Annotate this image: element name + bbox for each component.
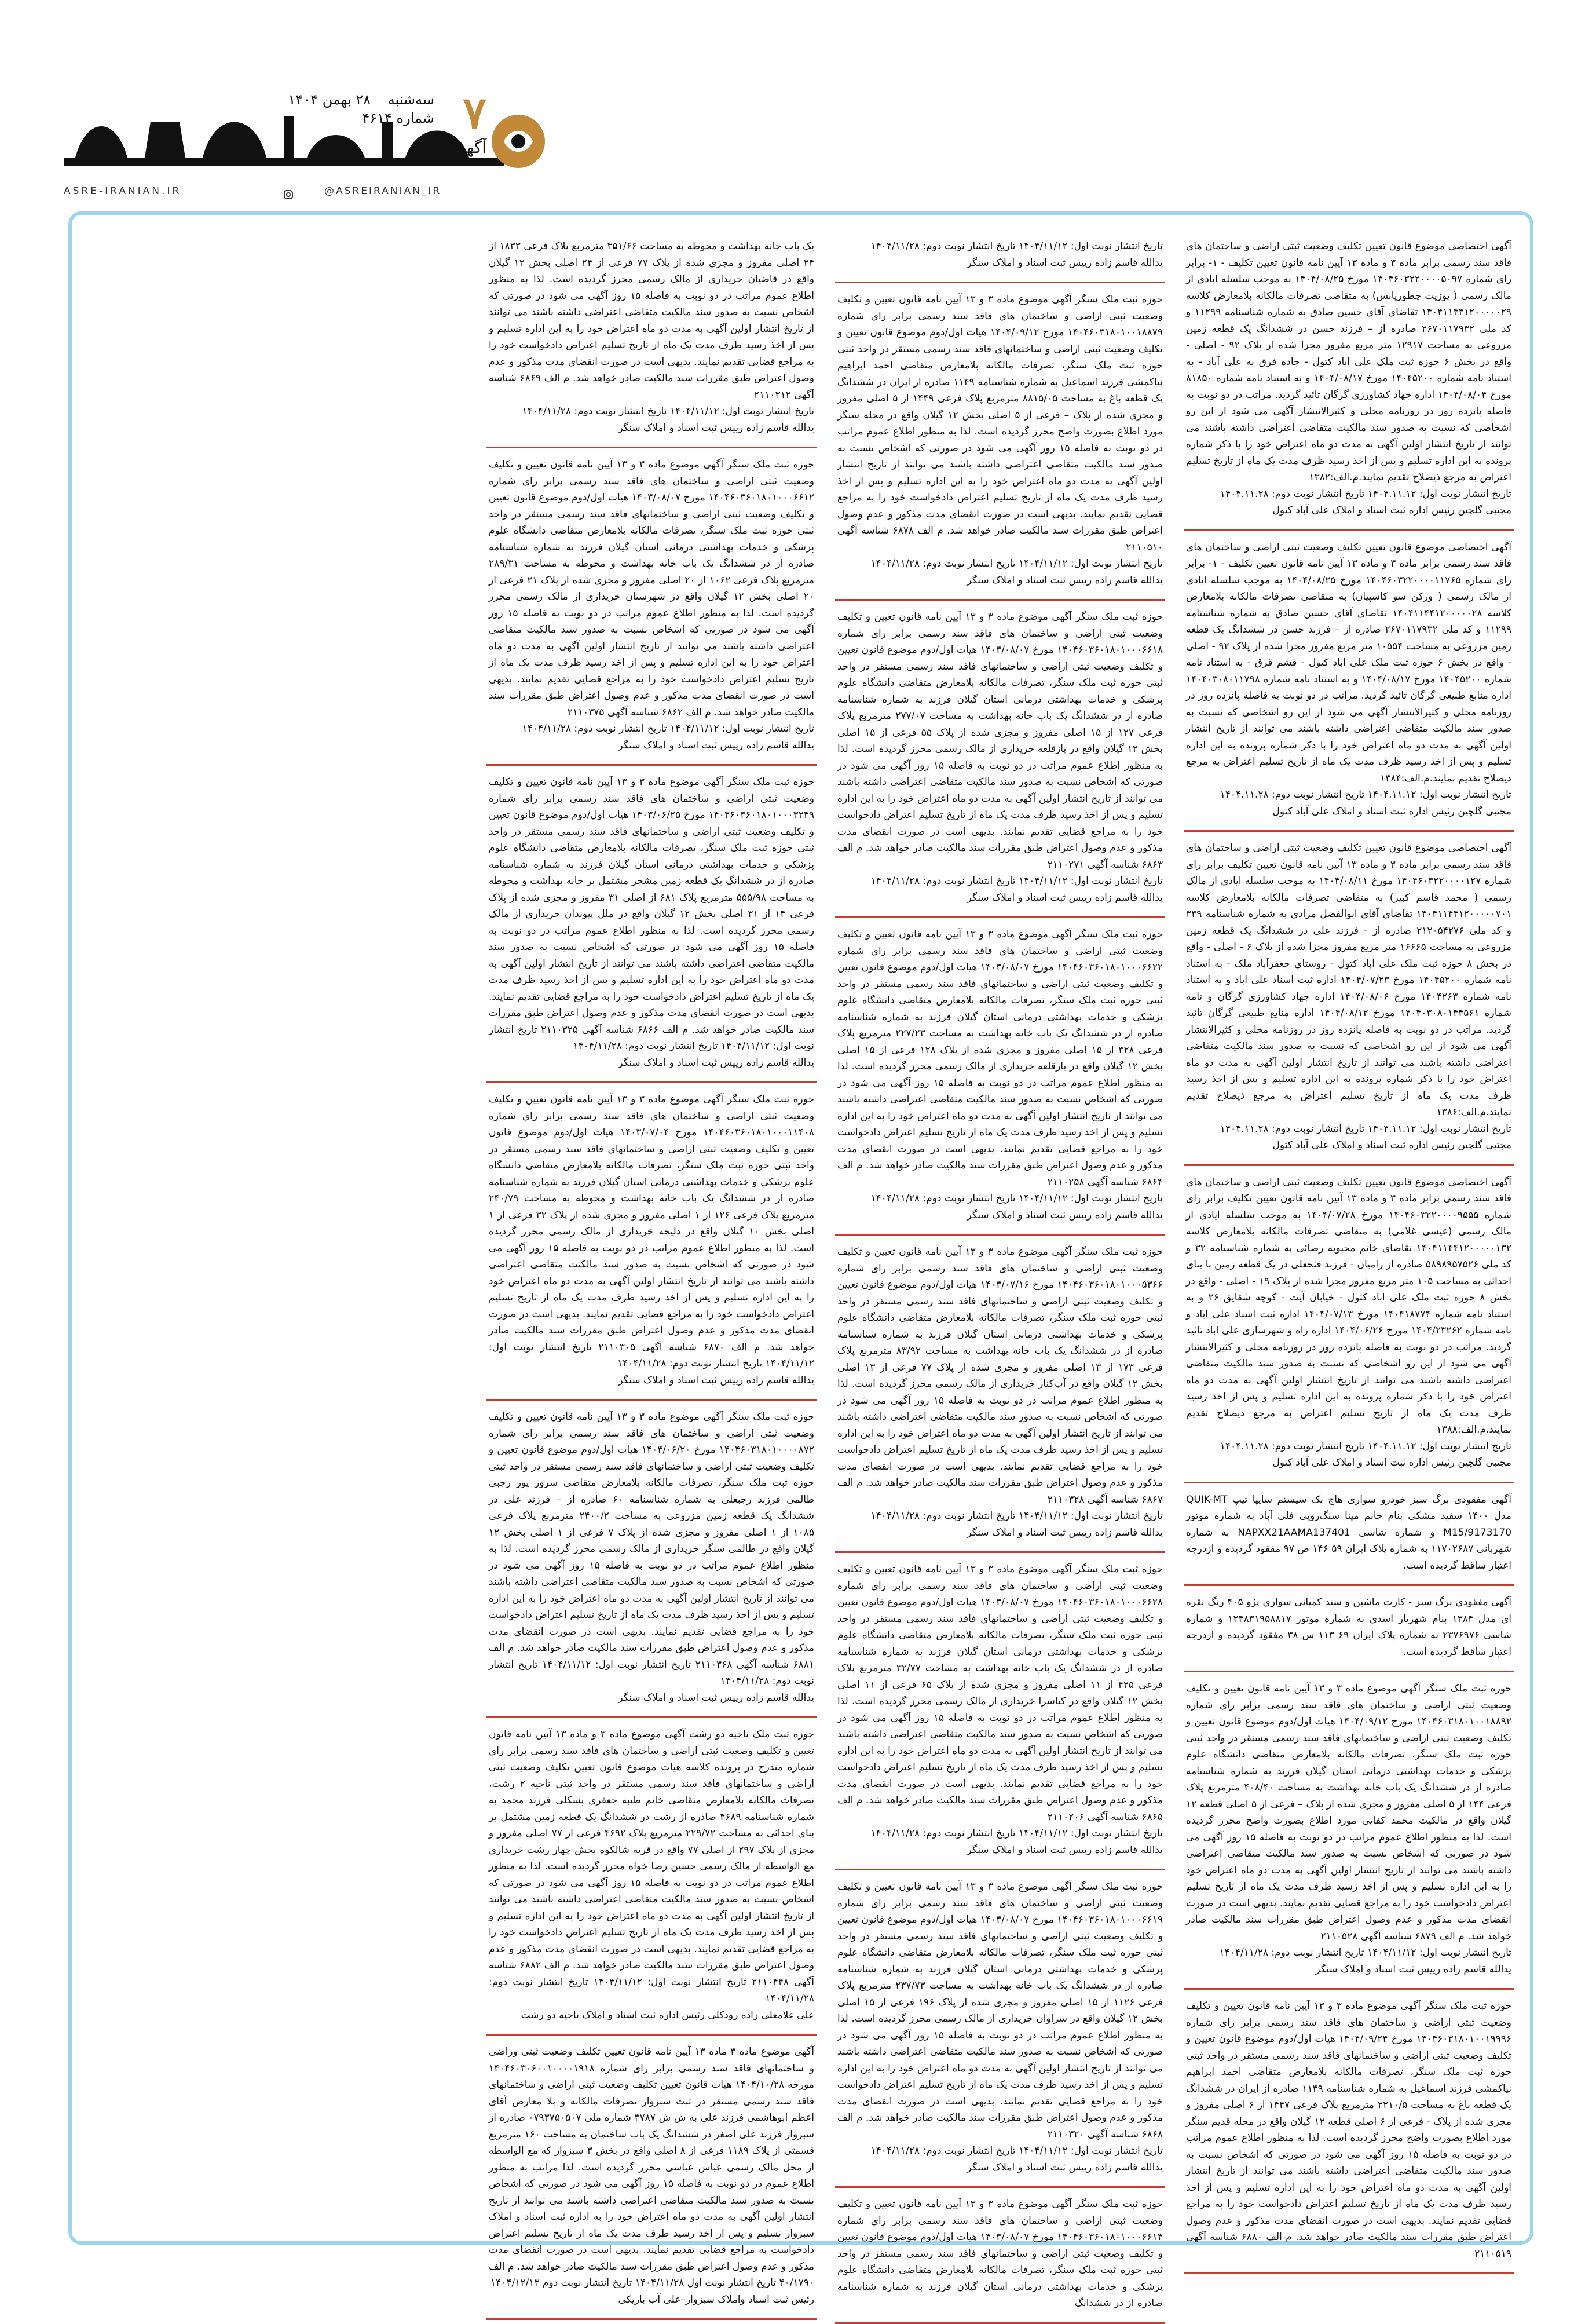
ad-column-1 xyxy=(1184,232,1514,2260)
notice-signature: یدالله قاسم زاده رییس ثبت اسناد و املاک سنگر xyxy=(618,739,814,751)
notice-body: آگهی اختصاصی موضوع قانون تعیین تکلیف وضعیت ثبتی اراضی و ساختمان های فاقد سند رسمی برابر ماده ۳ و ماده ۱۳ آیین نامه قانون تعیین تکلیف - ۱- برابر رای شماره ۱۴۰۴۶۰۳۲۲۰۰۰۰۵۰۹۷ مورخ ۱۴۰۴/۰۸/۲۵ به موجب سلسله ایادی از مالک رسمی ( پوزیت چطوریانس) به متقاضی تصرفات مالکانه بلامعارض کلاسه ۱۴۰۴۱۱۴۴۱۲۰۰۰۰۰۲۹ تقاضای آقای حسین صادق به شماره شناسنامه ۱۱۲۹۹ و کد ملی ۲۶۷۰۱۱۷۹۳۲ صادره از – فرزند حسن در ششدانگ یک قطعه زمین مزروعی به مساحت ۱۲۹۱۷ متر مربع مفروز مجزا شده از پلاک ۹۲ - اصلی - واقع در بخش ۶ حوزه ثبت ملک علی اباد کتول - جاده فرق به علی آباد - به استناد نامه شماره ۱۴۰۴۵۲۰۰ مورخ ۱۴۰۴/۰۸/۱۷ و به استناد نامه شماره ۸۱۸۵۰ مورخ ۱۴۰۴/۰۸/۰۴ اداره جهاد کشاورزی گرگان تائید گردید. مراتب در دو نوبت به فاصله پانزده روز در روزنامه محلی و کثیرالانتشار آگهی می شود از این رو اشخاصی که نسبت به صدور سند مالکیت متقاضی اعتراضی داشته باشند می توانند از تاریخ انتشار اولین آگهی به مدت دو ماه اعتراض خود را با ذکر شماره پرونده به این اداره تسلیم و پس از اخذ رسید ظرف مدت یک ماه از تاریخ تسلیم اعتراض به مرجع ذیصلاح تقدیم نمایند.م.الف:۱۳۸۲ xyxy=(1186,240,1512,483)
notice-signature: یدالله قاسم زاده رییس ثبت اسناد و املاک سنگر xyxy=(967,574,1163,586)
notice-signature: یدالله قاسم زاده رییس ثبت اسناد و املاک سنگر xyxy=(967,1209,1163,1221)
notice-divider xyxy=(835,599,1165,601)
ad-column-4 xyxy=(138,232,468,2225)
notice-divider xyxy=(486,2034,817,2036)
notice-body: حوزه ثبت ملک سنگر آگهی موضوع ماده ۳ و ۱۳ آیین نامه قانون تعیین و تکلیف وضعیت ثبتی اراضی و ساختمان های فاقد سند رسمی برابر رای شماره ۱۴۰۴۶۰۳۶۰۱۸۰۱۰۰۰۶۶۱۸ مورخ ۱۴۰۳/۰۸/۰۷ هیات اول/دوم موضوع قانون تعیین و تکلیف وضعیت ثبتی اراضی و ساختمانهای فاقد سند رسمی مستقر در واحد ثبتی حوزه ثبت ملک سنگر، تصرفات مالکانه بلامعارض متقاضی دانشگاه علوم پزشکی و خدمات بهداشتی درمانی استان گیلان فرزند به شماره شناسنامه صادره از در ششدانگ یک باب خانه بهداشت به مساحت ۲۷۷/۰۷ مترمربع پلاک فرعی ۱۲۷ از ۱۵ اصلی مفروز و مجزی شده از پلاک ۵۵ فرعی از ۱۵ اصلی بخش ۱۲ گیلان واقع در بازقلعه خریداری از مالک رسمی محرز گردیده است. لذا به منظور اطلاع عموم مراتب در دو نوبت به فاصله ۱۵ روز آگهی می شود در صورتی که اشخاص نسبت به صدور سند مالکیت متقاضی اعتراضی داشته باشند می توانند از تاریخ انتشار اولین آگهی به مدت دو ماه اعتراض خود را به این اداره تسلیم و پس از اخذ رسید ظرف مدت یک ماه از تاریخ تسلیم اعتراض دادخواست خود را به مراجع قضایی تقدیم نمایند. بدیهی است در صورت انقضای مدت مذکور و عدم وصول اعتراض طبق مقررات سند مالکیت صادر خواهد شد. م الف ۶۸۶۳ شناسه آگهی ۲۱۱۰۲۷۱ xyxy=(837,611,1163,871)
notice-body: حوزه ثبت ملک سنگر آگهی موضوع ماده ۳ و ۱۳ آیین نامه قانون تعیین و تکلیف وضعیت ثبتی اراضی و ساختمان های فاقد سند رسمی برابر رای شماره ۱۴۰۴۶۰۳۶۰۱۸۰۱۰۰۰۳۲۴۹ مورخ ۱۴۰۳/۰۶/۲۵ هیات اول/دوم موضوع قانون تعیین و تکلیف وضعیت ثبتی اراضی و ساختمانهای فاقد سند رسمی مستقر در واحد ثبتی حوزه ثبت ملک سنگر، تصرفات مالکانه بلامعارض متقاضی دانشگاه علوم پزشکی و خدمات بهداشتی درمانی استان گیلان فرزند به شماره شناسنامه صادره از در ششدانگ یک قطعه زمین مشجر مشتمل بر خانه بهداشت و محوطه به مساحت ۵۵۵/۹۸ مترمربع پلاک ۶۸۱ از اصلی ۳۱ مفروز و مجزی شده از پلاک فرعی ۱۴ از ۳۱ اصلی بخش ۱۲ گیلان واقع در ملل پیوندان خریداری از مالک رسمی محرز گردیده است. لذا به منظور اطلاع عموم مراتب در دو نوبت به فاصله ۱۵ روز آگهی می شود در صورتی که اشخاص نسبت به صدور سند مالکیت متقاضی اعتراضی داشته باشند می توانند از تاریخ انتشار اولین آگهی به مدت دو ماه اعتراض خود را به این اداره تسلیم و پس از اخذ رسید ظرف مدت یک ماه از تاریخ تسلیم اعتراض دادخواست خود را به مراجع قضایی تقدیم نمایند. بدیهی است در صورت انقضای مدت مذکور و عدم وصول اعتراض طبق مقررات سند مالکیت صادر خواهد شد. م الف ۶۸۶۶ شناسه آگهی ۲۱۱۰۳۲۵ تاریخ انتشار نوبت اول: ۱۴۰۴/۱۱/۱۲ تاریخ انتشار نوبت دوم: ۱۴۰۴/۱۱/۲۸ xyxy=(489,776,815,1052)
issue-date: ۲۸ بهمن ۱۴۰۴ xyxy=(288,92,371,108)
legal-notice xyxy=(835,920,1165,1230)
notice-signature: یدالله قاسم زاده رییس ثبت اسناد و املاک سنگر xyxy=(967,1526,1163,1539)
notice-signature: مجتبی گلچین رئیس اداره ثبت اسناد و املاک علی آباد کتول xyxy=(1272,1139,1511,1151)
legal-notice xyxy=(835,1555,1165,1865)
legal-notice xyxy=(486,768,817,1078)
notice-signature: یدالله قاسم زاده رییس ثبت اسناد و املاک سنگر xyxy=(967,257,1163,269)
legal-notice xyxy=(835,286,1165,595)
notice-dates: تاریخ انتشار نوبت اول: ۱۴۰۴.۱۱.۱۲ تاریخ انتشار نوبت دوم: ۱۴۰۴.۱۱.۲۸ xyxy=(1220,1440,1511,1452)
notice-dates: تاریخ انتشار نوبت اول: ۱۴۰۴.۱۱.۱۲ تاریخ انتشار نوبت دوم: ۱۴۰۴.۱۱.۲۸ xyxy=(1220,488,1511,500)
notice-body: حوزه ثبت ملک سنگر آگهی موضوع ماده ۳ و ۱۳ آیین نامه قانون تعیین و تکلیف وضعیت ثبتی اراضی و ساختمان های فاقد سند رسمی برابر رای شماره ۱۴۰۴۶۰۳۱۸۰۱۰۰۱۸۸۹۲ مورخ ۱۴۰۴/۰۹/۱۲ هیات اول/دوم موضوع قانون تعیین و تکلیف وضعیت ثبتی اراضی و ساختمانهای فاقد سند رسمی مستقر در واحد ثبتی حوزه ثبت ملک سنگر، تصرفات مالکانه بلامعارض متقاضی دانشگاه علوم پزشکی و خدمات بهداشتی درمانی استان گیلان فرزند به شماره شناسنامه صادره از در ششدانگ یک باب خانه بهداشت به مساحت ۴۰۸/۴۰ مترمربع پلاک فرعی ۱۴۴ از ۵ اصلی مفروز و مجزی شده از پلاک – فرعی از ۵ اصلی قطعه ۱۲ گیلان واقع در مالکیت محمد کفایی مورد اطلاع بصورت واضح محرز گردیده است. لذا به منظور اطلاع عموم مراتب در دو نوبت به فاصله ۱۵ روز آگهی می شود در صورتی که اشخاص نسبت به صدور سند مالکیت متقاضی اعتراضی داشته باشند می توانند از تاریخ انتشار اولین آگهی به مدت دو ماه اعتراض خود را به این اداره تسلیم و پس از اخذ رسید ظرف مدت یک ماه از تاریخ تسلیم اعتراض دادخواست خود را به مراجع قضایی تقدیم نمایند. بدیهی است در صورت انقضای مدت مذکور و عدم وصول اعتراض طبق مقررات سند مالکیت صادر خواهد شد. م الف ۶۸۷۹ شناسه آگهی ۲۱۱۰۵۲۸ xyxy=(1186,1683,1511,1942)
legal-notice xyxy=(1184,1588,1514,1667)
notice-divider xyxy=(486,447,817,448)
notice-body: آگهی موضوع ماده ۳ ماده ۱۳ آیین نامه قانون تعیین تکلیف وضعیت ثبتی وراضی و ساختمانهای فاقد سند رسمی برابر رای شماره ۱۴۰۴۶۰۳۰۶۰۰۱۰۰۰۰۱۹۱۸ مورخه ۱۴۰۴/۱۰/۲۸ هیات قانون تعیین تکلیف وضعیت ثبتی اراضی و ساختمانهای فاقد سند رسمی مستقر در ثبت سبزوار تصرفات مالکانه و بلا معارض آقای اعظم ابوهاشمی فرزند علی به ش ش ۳۷۸۷ شماره ملی ۰۷۹۳۷۵۰۵۰۷ صادره از سبزوار فرزند علی اصغر در ششدانگ یک باب ساختمان به مساحت ۱۶۰ مترمربع قسمتی از پلاک ۱۱۸۹ فرعی از ۸ اصلی واقع در بخش ۳ سبزوار که مع الواسطه از محل مالک رسمی عباس عباسی محرز گردیده است. لذا مراتب به منظور اطلاع عموم در دو نوبت به فاصله ۱۵ روز آگهی می شود در صورتی که اشخاص نسبت به صدور سند مالکیت متقاضی اعتراضی داشته باشند می توانند از تاریخ انتشار اولین آگهی به مدت دو ماه اعتراض خود را به اداره ثبت اسناد و املاک سبزوار تسلیم و پس از اخذ رسید ظرف مدت یک ماه از تاریخ تسلیم اعتراض دادخواست به مراجع قضایی تقدیم نمایند. بدیهی است در صورت انقضای مدت مذکور و عدم وصول اعتراض طبق مقررات سند مالکیت صادر خواهد شد. م الف ۴۰/۱۷۹۰ تاریخ انتشار نوبت اول ۱۴۰۴/۱۱/۲۸ تاریخ انتشار نوبت دوم ۱۴۰۴/۱۲/۱۳ xyxy=(489,2046,815,2289)
notice-dates: تاریخ انتشار نوبت اول: ۱۴۰۴.۱۱.۱۲ تاریخ انتشار نوبت دوم: ۱۴۰۴.۱۱.۲۸ xyxy=(1220,1123,1511,1135)
notice-body: آگهی مفقودی برگ سبز خودرو سواری هاچ بک سیستم سایپا تیپ QUIK-MT مدل ۱۴۰۰ سفید مشکی بنام خانم مینا سنگ‌رویی فلی آباد به شماره موتور M15/9173170 و شماره شاسی NAPXX21AAMA137401 به شماره شهربانی ۱۱۷۰۲۶۸۷ به شماره پلاک ایران ۵۹ ۱۴۶ ص ۹۷ مفقود گردیده و ازدرجه اعتبار ساقط گردیده است. xyxy=(1186,1493,1512,1572)
notice-body: یک باب خانه بهداشت و محوطه به مساحت ۳۵۱/۶۶ مترمربع پلاک فرعی ۱۸۳۳ از ۲۴ اصلی مفروز و مجزی شده از پلاک ۷۷ فرعی از ۲۴ اصلی بخش ۱۲ گیلان واقع در قاضیان خریداری از مالک رسمی محرز گردیده است. لذا به منظور اطلاع عموم مراتب در دو نوبت به فاصله ۱۵ روز آگهی می شود در صورتی که اشخاص نسبت به صدور سند مالکیت متقاضی اعتراضی داشته باشند می توانند از تاریخ انتشار اولین آگهی به مدت دو ماه اعتراض خود را به این اداره تسلیم و پس از اخذ رسید ظرف مدت یک ماه از تاریخ تسلیم اعتراض دادخواست خود را به مراجع قضایی تقدیم نمایند. بدیهی است در صورت انقضای مدت مذکور و عدم وصول اعتراض طبق مقررات سند مالکیت صادر خواهد شد. م الف ۶۸۶۹ شناسه آگهی ۲۱۱۰۳۱۲ xyxy=(489,240,815,401)
legal-notice xyxy=(486,2038,817,2315)
notice-signature: رئیس ثبت اسناد واملاک سبزوار–علی آب باریکی xyxy=(618,2293,814,2305)
notice-dates: تاریخ انتشار نوبت اول: ۱۴۰۴/۱۱/۱۲ تاریخ انتشار نوبت دوم: ۱۴۰۴/۱۱/۲۸ xyxy=(870,1193,1163,1204)
notice-signature: مجتبی گلچین رئیس اداره ثبت اسناد و املاک علی آباد کتول xyxy=(1272,1457,1511,1468)
instagram-icon xyxy=(284,190,293,199)
issue-day: سه‌شنبه xyxy=(387,92,434,108)
notice-signature: یدالله قاسم زاده رییس ثبت اسناد و املاک سنگر xyxy=(618,1057,814,1069)
legal-notice xyxy=(1184,1168,1514,1478)
notice-dates: تاریخ انتشار نوبت اول: ۱۴۰۴/۱۱/۱۲ تاریخ انتشار نوبت دوم: ۱۴۰۴/۱۱/۲۸ xyxy=(522,405,814,417)
notice-dates: تاریخ انتشار نوبت اول: ۱۴۰۴/۱۱/۱۲ تاریخ انتشار نوبت دوم: ۱۴۰۴/۱۱/۲۸ xyxy=(522,723,814,735)
legal-notice xyxy=(835,2190,1165,2319)
notice-divider xyxy=(835,1551,1165,1553)
legal-notice xyxy=(835,232,1165,278)
notice-dates: تاریخ انتشار نوبت اول: ۱۴۰۴/۱۱/۱۲ تاریخ انتشار نوبت دوم: ۱۴۰۴/۱۱/۲۸ xyxy=(1219,1947,1511,1958)
logo-site: ASRE-IRANIAN.IR xyxy=(64,185,182,197)
notice-divider xyxy=(1184,1164,1514,1166)
notice-divider xyxy=(1184,830,1514,832)
notice-divider xyxy=(1184,1584,1514,1586)
notice-divider xyxy=(835,1869,1165,1870)
notice-signature: یدالله قاسم زاده رییس ثبت اسناد و املاک سنگر xyxy=(967,1844,1163,1856)
notice-dates: تاریخ انتشار نوبت اول: ۱۴۰۴/۱۱/۱۲ تاریخ انتشار نوبت دوم: ۱۴۰۴/۱۱/۲۸ xyxy=(870,240,1163,252)
notice-body: حوزه ثبت ملک سنگر آگهی موضوع ماده ۳ و ۱۳ آیین نامه قانون تعیین و تکلیف وضعیت ثبتی اراضی و ساختمان های فاقد سند رسمی برابر رای شماره ۱۴۰۴۶۰۳۶۰۱۸۰۱۰۰۰۶۶۱۲ مورخ ۱۴۰۳/۰۸/۰۷ هیات اول/دوم موضوع قانون تعیین و تکلیف وضعیت ثبتی اراضی و ساختمانهای فاقد سند رسمی مستقر در واحد ثبتی حوزه ثبت ملک سنگر، تصرفات مالکانه بلامعارض متقاضی دانشگاه علوم پزشکی و خدمات بهداشتی درمانی استان گیلان فرزند به شماره شناسنامه صادره از در ششدانگ یک باب خانه بهداشت و محوطه به مساحت ۲۸۹/۳۱ مترمربع پلاک فرعی ۱۰۶۲ از ۲۰ اصلی مفروز و مجزی شده از پلاک ۲۱ فرعی از ۲۰ اصلی بخش ۱۲ گیلان واقع در شهرستان خریداری از مالک رسمی محرز گردیده است. لذا به منظور اطلاع عموم مراتب در دو نوبت به فاصله ۱۵ روز آگهی می شود در صورتی که اشخاص نسبت به صدور سند مالکیت متقاضی اعتراضی داشته باشند می توانند از تاریخ انتشار اولین آگهی به مدت دو ماه اعتراض خود را به این اداره تسلیم و پس از اخذ رسید ظرف مدت یک ماه از تاریخ تسلیم اعتراض دادخواست خود را به مراجع قضایی تقدیم نمایند. بدیهی است در صورت انقضای مدت مذکور و عدم وصول اعتراض طبق مقررات سند مالکیت صادر خواهد شد. م الف ۶۸۶۲ شناسه آگهی ۲۱۱۰۳۷۵ xyxy=(489,459,815,718)
notice-body: حوزه ثبت ملک سنگر آگهی موضوع ماده ۳ و ۱۳ آیین نامه قانون تعیین و تکلیف وضعیت ثبتی اراضی و ساختمان های فاقد سند رسمی برابر رای شماره ۱۴۰۴۶۰۳۶۰۱۸۰۱۰۰۰۶۶۱۴ مورخ ۱۴۰۳/۰۸/۰۷ هیات اول/دوم موضوع قانون تعیین و تکلیف وضعیت ثبتی اراضی و ساختمانهای فاقد سند رسمی مستقر در واحد ثبتی حوزه ثبت ملک سنگر، تصرفات مالکانه بلامعارض متقاضی دانشگاه علوم پزشکی و خدمات بهداشتی درمانی استان گیلان فرزند به شماره شناسنامه صادره از در ششدانگ xyxy=(837,2198,1163,2309)
notice-divider xyxy=(486,2318,817,2320)
notice-dates: تاریخ انتشار نوبت اول: ۱۴۰۴/۱۱/۱۲ تاریخ انتشار نوبت دوم: ۱۴۰۴/۱۱/۲۸ xyxy=(870,558,1163,569)
issue-number: شماره ۴۶۱۴ xyxy=(362,110,434,126)
notice-signature: یدالله قاسم زاده رییس ثبت اسناد و املاک سنگر xyxy=(618,422,814,434)
notice-divider xyxy=(486,1716,817,1718)
notice-body: آگهی مفقودی برگ سبز - کارت ماشین و سند کمپانی سواری پژو ۴۰۵ رنگ نقره ای مدل ۱۳۸۴ بنام شهریار اسدی به شماره موتور ۱۲۴۸۳۱۹۵۸۸۱۷ و شماره شاسی ۲۳۷۶۹۷۶ به شماره پلاک ایران ۶۹ ۱۱۳ س ۳۸ مفقود گردیده و ازدرجه اعتبار ساقط گردیده است. xyxy=(1186,1596,1512,1658)
ads-frame xyxy=(68,211,1533,2309)
notice-signature: یدالله قاسم زاده رییس ثبت اسناد و املاک سنگر xyxy=(1315,1963,1511,1975)
notice-divider xyxy=(1184,1988,1514,1990)
notice-dates: تاریخ انتشار نوبت اول: ۱۴۰۴/۱۱/۱۲ تاریخ انتشار نوبت دوم: ۱۴۰۴/۱۱/۲۸ xyxy=(870,875,1163,887)
legal-notice xyxy=(1184,1992,1514,2269)
notice-dates: تاریخ انتشار نوبت اول: ۱۴۰۴/۱۱/۱۲ تاریخ انتشار نوبت دوم: ۱۴۰۴/۱۱/۲۸ xyxy=(870,1510,1163,1522)
notice-body: آگهی اختصاصی موضوع قانون تعیین تکلیف وضعیت ثبتی اراضی و ساختمان های فاقد سند رسمی برابر ماده ۳ و ماده ۱۳ آیین نامه قانون تعیین تکلیف برابر رای شماره ۱۴۰۴۶۰۳۲۲۰۰۰۰۹۵۵۵ مورخ ۱۴۰۴/۰۷/۲۸ به موجب سلسله ایادی از مالک رسمی (عیسی غلامی) به متقاضی تصرفات مالکانه بلامعارض کلاسه ۱۴۰۴۱۱۴۴۱۲۰۰۰۰۰۱۳۲ تقاضای خانم محبوبه رضائی به شماره شناسنامه ۳۲ و کد ملی ۵۸۹۸۹۵۷۵۲۶ صادره از رامیان - فرزند فتحعلی در یک قطعه زمین با بنای احداثی به مساحت ۱۰۵ متر مربع مفروز مجزا شده از پلاک ۱۹ - اصلی - واقع در بخش ۸ حوزه ثبت ملک علی اباد کتول - خیابان آیت - کوچه شقایق ۲۶ و به استناد نامه شماره ۱۴۰۴۱۸۷۷۴ مورخ ۱۴۰۴/۰۷/۱۳ اداره ثبت اسناد علی اباد و نامه شماره ۱۴۰۴/۲۳۲۶۲ مورخ ۱۴۰۴/۰۶/۲۶ اداره راه و شهرسازی علی اباد تائید گردید. مراتب در دو نوبت به فاصله پانزده روز در روزنامه محلی و کثیرالانتشار آگهی می شود از این رو اشخاصی که نسبت به صدور سند مالکیت متقاضی اعتراضی داشته باشند می توانند از تاریخ انتشار اولین آگهی به مدت دو ماه اعتراض خود را با ذکر شماره پرونده به این اداره تسلیم و پس از اخذ رسید ظرف مدت یک ماه از تاریخ تسلیم اعتراض به مرجع ذیصلاح تقدیم نمایند.م.الف:۱۳۸۸ xyxy=(1186,1176,1511,1435)
section-label: آگهی xyxy=(453,138,486,157)
masthead xyxy=(0,0,1596,226)
notice-divider xyxy=(1184,529,1514,531)
notice-body: آگهی اختصاصی موضوع قانون تعیین تکلیف وضعیت ثبتی اراضی و ساختمان های فاقد سند رسمی برابر ماده ۳ و ماده ۱۳ آیین نامه قانون تعیین تکلیف - ۱- برابر رای شماره ۱۴۰۴۶۰۳۲۲۰۰۰۰۱۱۷۶۵ مورخ ۱۴۰۴/۰۸/۲۵ به موجب سلسله ایادی از مالک رسمی ( ورکن سو کاسپیان) به متقاضی تصرفات مالکانه بلامعارض کلاسه ۱۴۰۴۱۱۴۴۱۲۰۰۰۰۰۲۸ تقاضای آقای حسین صادق به شماره شناسنامه ۱۱۲۹۹ و کد ملی ۲۶۷۰۱۱۷۹۳۲ صادره از – فرزند حسن در ششدانگ یک قطعه زمین مزروعی به مساحت ۱۰۵۵۴ متر مربع مفروز مجزا شده از پلاک ۹۲ - اصلی - واقع در بخش ۶ حوزه ثبت ملک علی اباد کتول - قشم قرق - به استناد نامه شماره ۱۴۰۴۵۲۰۰ مورخ ۱۴۰۴/۰۸/۱۷ و به استناد نامه شماره ۱۴۰۴۰۳۰۸۰۱۱۷۹۸ اداره منابع طبیعی گرگان تائید گردید. مراتب در دو نوبت به فاصله پانزده روز در روزنامه محلی و کثیرالانتشار آگهی می شود از این رو اشخاصی که نسبت به صدور سند مالکیت متقاضی اعتراضی داشته باشند می توانند از تاریخ انتشار اولین آگهی به مدت دو ماه اعتراض خود را با ذکر شماره پرونده به این اداره تسلیم و پس از اخذ رسید ظرف مدت یک ماه از تاریخ تسلیم اعتراض به مرجع ذیصلاح تقدیم نمایند.م.الف:۱۳۸۴ xyxy=(1186,541,1512,784)
notice-divider xyxy=(1184,1671,1514,1672)
notice-body: حوزه ثبت ملک ناحیه دو رشت آگهی موضوع ماده ۳ و ماده ۱۳ آیین نامه قانون تعیین و تکلیف وضعیت ثبتی اراضی و ساختمان های فاقد سند رسمی برابر رای شماره مندرج در پرونده کلاسه هیات موضوع قانون تعیین تکلیف وضعیت ثبتی اراضی و ساختمانهای فاقد سند رسمی مستقر در واحد ثبتی ناحیه ۲ رشت، تصرفات مالکانه بلامعارض متقاضی خانم طیبه جعفری پسکلی فرزند محمد به شماره شناسنامه ۴۶۸۹ صادره از رشت در ششدانگ یک قطعه زمین مشتمل بر بنای احداثی به مساحت ۲۲۹/۷۲ مترمربع پلاک ۴۶۹۲ فرعی از ۷۷ اصلی مفروز و مجزی از پلاک ۲۹۷ از اصلی ۷۷ واقع در قریه شالکوه بخش چهار رشت خریداری مع الواسطه از مالک رسمی حسین رضا خواه محرز گردیده است. لذا به منظور اطلاع عموم مراتب در دو نوبت به فاصله ۱۵ روز آگهی می شود در صورتی که اشخاص نسبت به صدور سند مالکیت متقاضی اعتراضی داشته باشند می توانند از تاریخ انتشار اولین آگهی به مدت دو ماه اعتراض خود را به این اداره تسلیم و پس از اخذ رسید ظرف مدت یک ماه از تاریخ تسلیم اعتراض دادخواست خود را به مراجع قضایی تقدیم نمایند. بدیهی است در صورت انقضای مدت مذکور و عدم وصول اعتراض طبق مقررات سند مالکیت صادر خواهد شد. م الف ۶۸۸۲ شناسه آگهی ۲۱۱۰۴۴۸ تاریخ انتشار نوبت اول: ۱۴۰۴/۱۱/۱۲ تاریخ انتشار نوبت دوم: ۱۴۰۴/۱۱/۲۸ xyxy=(489,1729,814,2004)
notice-divider xyxy=(1184,2272,1514,2274)
logo-handle: @ASREIRANIAN_IR xyxy=(324,185,442,197)
notice-body: حوزه ثبت ملک سنگر آگهی موضوع ماده ۳ و ۱۳ آیین نامه قانون تعیین و تکلیف وضعیت ثبتی اراضی و ساختمان های فاقد سند رسمی برابر رای شماره ۱۴۰۴۶۰۳۶۰۱۸۰۱۰۰۰۶۶۱۹ مورخ ۱۴۰۳/۰۸/۰۷ هیات اول/دوم موضوع قانون تعیین و تکلیف وضعیت ثبتی اراضی و ساختمانهای فاقد سند رسمی مستقر در واحد ثبتی حوزه ثبت ملک سنگر، تصرفات مالکانه بلامعارض متقاضی دانشگاه علوم پزشکی و خدمات بهداشتی درمانی استان گیلان فرزند به شماره شناسنامه صادره از در ششدانگ یک باب خانه بهداشت به مساحت ۲۳۷/۷۳ مترمربع پلاک فرعی ۱۱۲۶ از ۱۵ اصلی مفروز و مجزی شده از پلاک ۱۹۶ فرعی از ۱۵ اصلی بخش ۱۲ گیلان واقع در سراوان خریداری از مالک رسمی محرز گردیده است. لذا به منظور اطلاع عموم مراتب در دو نوبت به فاصله ۱۵ روز آگهی می شود در صورتی که اشخاص نسبت به صدور سند مالکیت متقاضی اعتراضی داشته باشند می توانند از تاریخ انتشار اولین آگهی به مدت دو ماه اعتراض خود را به این اداره تسلیم و پس از اخذ رسید ظرف مدت یک ماه از تاریخ تسلیم اعتراض دادخواست خود را به مراجع قضایی تقدیم نمایند. بدیهی است در صورت انقضای مدت مذکور و عدم وصول اعتراض طبق مقررات سند مالکیت صادر خواهد شد. م الف ۶۸۶۸ شناسه آگهی ۲۱۱۰۳۲۰ xyxy=(837,1881,1163,2140)
legal-notice xyxy=(835,603,1165,913)
notice-dates: تاریخ انتشار نوبت اول: ۱۴۰۴/۱۱/۱۲ تاریخ انتشار نوبت دوم: ۱۴۰۴/۱۱/۲۸ xyxy=(870,2145,1163,2157)
notice-body: حوزه ثبت ملک سنگر آگهی موضوع ماده ۳ و ۱۳ آیین نامه قانون تعیین و تکلیف وضعیت ثبتی اراضی و ساختمان های فاقد سند رسمی برابر رای شماره ۱۴۰۴۶۰۳۶۰۱۸۰۱۰۰۰۶۶۲۸ مورخ ۱۴۰۳/۰۸/۰۷ هیات اول/دوم موضوع قانون تعیین و تکلیف وضعیت ثبتی اراضی و ساختمانهای فاقد سند رسمی مستقر در واحد ثبتی حوزه ثبت ملک سنگر، تصرفات مالکانه بلامعارض متقاضی دانشگاه علوم پزشکی و خدمات بهداشتی درمانی استان گیلان فرزند به شماره شناسنامه صادره از در ششدانگ یک باب خانه بهداشت به مساحت ۳۲/۷۷ مترمربع پلاک فرعی ۴۲۵ از ۱۱ اصلی مفروز و مجزی شده از پلاک ۶۵ فرعی از ۱۱ اصلی بخش ۱۲ گیلان واقع در کیاسرا خریداری از مالک رسمی محرز گردیده است. لذا به منظور اطلاع عموم مراتب در دو نوبت به فاصله ۱۵ روز آگهی می شود در صورتی که اشخاص نسبت به صدور سند مالکیت متقاضی اعتراضی داشته باشند می توانند از تاریخ انتشار اولین آگهی به مدت دو ماه اعتراض خود را به این اداره تسلیم و پس از اخذ رسید ظرف مدت یک ماه از تاریخ تسلیم اعتراض دادخواست خود را به مراجع قضایی تقدیم نمایند. بدیهی است در صورت انقضای مدت مذکور و عدم وصول اعتراض طبق مقررات سند مالکیت صادر خواهد شد. م الف ۶۸۶۵ شناسه آگهی ۲۱۱۰۲۰۶ xyxy=(837,1563,1163,1823)
notice-signature: یدالله قاسم زاده رییس ثبت اسناد و املاک سنگر xyxy=(967,891,1163,904)
notice-dates: تاریخ انتشار نوبت اول: ۱۴۰۴/۱۱/۱۲ تاریخ انتشار نوبت دوم: ۱۴۰۴/۱۱/۲۸ xyxy=(870,1828,1163,1839)
notice-body: حوزه ثبت ملک سنگر آگهی موضوع ماده ۳ و ۱۳ آیین نامه قانون تعیین و تکلیف وضعیت ثبتی اراضی و ساختمان های فاقد سند رسمی برابر رای شماره ۱۴۰۴۶۰۳۶۰۱۸۰۱۰۰۰۱۱۴۰۸ مورخ ۱۴۰۳/۰۷/۰۴ هیات اول/دوم موضوع قانون تعیین و تکلیف وضعیت ثبتی اراضی و ساختمانهای فاقد سند رسمی مستقر در واحد ثبتی حوزه ثبت ملک سنگر، تصرفات مالکانه بلامعارض متقاضی دانشگاه علوم پزشکی و خدمات بهداشتی درمانی استان گیلان فرزند به شماره شناسنامه صادره از در ششدانگ یک باب خانه بهداشت و محوطه به مساحت ۲۴۰/۷۹ مترمربع پلاک فرعی ۱۲۶ از ۱ اصلی مفروز و مجزی شده از پلاک ۳۲ فرعی از ۱ اصلی بخش ۱۰ گیلان واقع در دلیجه خریداری از مالک رسمی محرز گردیده است. لذا به منظور اطلاع عموم مراتب در دو نوبت به فاصله ۱۵ روز آگهی می شود در صورتی که اشخاص نسبت به صدور سند مالکیت متقاضی اعتراضی داشته باشند می توانند از تاریخ انتشار اولین آگهی به مدت دو ماه اعتراض خود را به این اداره تسلیم و پس از اخذ رسید ظرف مدت یک ماه از تاریخ تسلیم اعتراض دادخواست خود را به مراجع قضایی تقدیم نمایند. بدیهی است در صورت انقضای مدت مذکور و عدم وصول اعتراض طبق مقررات سند مالکیت صادر خواهد شد. م الف ۶۸۷۰ شناسه آگهی ۲۱۱۰۳۰۵ تاریخ انتشار نوبت اول: ۱۴۰۴/۱۱/۱۲ تاریخ انتشار نوبت دوم: ۱۴۰۴/۱۱/۲۸ xyxy=(489,1094,814,1369)
notice-body: حوزه ثبت ملک سنگر آگهی موضوع ماده ۳ و ۱۳ آیین نامه قانون تعیین و تکلیف وضعیت ثبتی اراضی و ساختمان های فاقد سند رسمی برابر رای شماره ۱۴۰۴۶۰۳۶۰۱۸۰۱۰۰۰۵۳۶۶ مورخ ۱۴۰۳/۰۷/۱۶ هیات اول/دوم موضوع قانون تعیین و تکلیف وضعیت ثبتی اراضی و ساختمانهای فاقد سند رسمی مستقر در واحد ثبتی حوزه ثبت ملک سنگر، تصرفات مالکانه بلامعارض متقاضی دانشگاه علوم پزشکی و خدمات بهداشتی درمانی استان گیلان فرزند به شماره شناسنامه صادره از در ششدانگ یک باب خانه بهداشت به مساحت ۸۳/۹۲ مترمربع پلاک فرعی ۱۷۳ از ۱۳ اصلی مفروز و مجزی شده از پلاک ۷۷ فرعی از ۱۳ اصلی بخش ۱۲ گیلان واقع در آب‌کنار خریداری از مالک رسمی محرز گردیده است. لذا به منظور اطلاع عموم مراتب در دو نوبت به فاصله ۱۵ روز آگهی می شود در صورتی که اشخاص نسبت به صدور سند مالکیت متقاضی اعتراضی داشته باشند می توانند از تاریخ انتشار اولین آگهی به مدت دو ماه اعتراض خود را به این اداره تسلیم و پس از اخذ رسید ظرف مدت یک ماه از تاریخ تسلیم اعتراض دادخواست خود را به مراجع قضایی تقدیم نمایند. بدیهی است در صورت انقضای مدت مذکور و عدم وصول اعتراض طبق مقررات سند مالکیت صادر خواهد شد. م الف ۶۸۶۷ شناسه آگهی ۲۱۱۰۳۲۸ xyxy=(837,1246,1163,1506)
legal-notice xyxy=(1184,1675,1514,1985)
notice-divider xyxy=(835,2186,1165,2188)
notice-dates: تاریخ انتشار نوبت اول: ۱۴۰۴.۱۱.۱۲ تاریخ انتشار نوبت دوم: ۱۴۰۴.۱۱.۲۸ xyxy=(1220,789,1511,801)
notice-divider xyxy=(835,282,1165,283)
page-number: ۷ xyxy=(463,87,486,138)
notice-divider xyxy=(1184,1482,1514,1483)
legal-notice xyxy=(1184,232,1514,526)
notice-signature: یدالله قاسم زاده رییس ثبت اسناد و املاک سنگر xyxy=(618,1691,814,1704)
notice-body: آگهی اختصاصی موضوع قانون تعیین تکلیف وضعیت ثبتی اراضی و ساختمان های فاقد سند رسمی برابر ماده ۳ و ماده ۱۳ آیین نامه قانون تعیین تکلیف برابر رای شماره ۱۴۰۴۶۰۳۲۲۰۰۰۰۱۲۷ مورخ ۱۴۰۴/۰۸/۱۱ به موجب سلسله ایادی از مالک رسمی ( محمد قاسم کبیر) به متقاضی تصرفات مالکانه بلامعارض کلاسه ۱۴۰۴۱۱۴۴۱۲۰۰۰۰۰۷۰۱ تقاضای آقای ابوالفضل مرادی به شماره شناسنامه ۳۳۹ و کد ملی ۲۱۲۰۵۴۲۷۶ صادره از - فرزند علی در ششدانگ یک قطعه زمین مزروعی به مساحت ۱۶۶۶۵ متر مربع مفروز مجزا شده از پلاک ۶ - اصلی - واقع در بخش ۸ حوزه ثبت ملک علی اباد کتول - روستای جعفرآباد ملک - به استناد نامه شماره ۱۴۰۴۵۲۰۰ مورخ ۱۴۰۴/۰۷/۲۳ اداره ثبت اسناد علی اباد و به استناد نامه شماره ۱۴۰۴۲۶۳ مورخ ۱۴۰۴/۰۸/۰۶ اداره جهاد کشاورزی گرگان و نامه شماره ۱۴۰۴۰۳۰۸۰۱۴۴۵۶۱ مورخ ۱۴۰۴/۰۸/۱۲ اداره منابع طبیعی گرگان تائید گردید. مراتب در دو نوبت به فاصله پانزده روز در روزنامه محلی و کثیرالانتشار آگهی می شود از این رو اشخاصی که نسبت به صدور سند مالکیت متقاضی اعتراضی داشته باشند می توانند از تاریخ انتشار اولین آگهی به مدت دو ماه اعتراض خود را با ذکر شماره پرونده به این اداره تسلیم و پس از اخذ رسید ظرف مدت یک ماه از تاریخ تسلیم اعتراض به مرجع ذیصلاح تقدیم نمایند.م.الف:۱۳۸۶ xyxy=(1186,842,1511,1118)
legal-notice xyxy=(1184,834,1514,1161)
legal-notice xyxy=(835,1873,1165,2183)
notice-divider xyxy=(835,1234,1165,1236)
legal-notice xyxy=(486,1403,817,1713)
notice-divider xyxy=(486,1081,817,1083)
notice-divider xyxy=(486,764,817,766)
notice-divider xyxy=(835,916,1165,918)
notice-divider xyxy=(486,1399,817,1401)
ad-column-2 xyxy=(835,232,1165,2309)
notice-body: حوزه ثبت ملک سنگر آگهی موضوع ماده ۳ و ۱۳ آیین نامه قانون تعیین و تکلیف وضعیت ثبتی اراضی و ساختمان های فاقد سند رسمی برابر رای شماره ۱۴۰۴۶۰۳۱۸۰۱۰۰۰۰۸۷۲ مورخ ۱۴۰۴/۰۶/۲۰ هیات اول/دوم موضوع قانون تعیین و تکلیف وضعیت ثبتی اراضی و ساختمانهای فاقد سند رسمی مستقر در واحد ثبتی حوزه ثبت ملک سنگر، تصرفات مالکانه بلامعارض متقاضی سرور پور رجبی طالمی فرزند رجبعلی به شماره شناسنامه ۶۰ صادره از – فرزند علی در ششدانگ یک قطعه زمین مزروعی به مساحت ۲۴۰۰/۲ مترمربع پلاک فرعی ۱۰۸۵ از ۱ اصلی مفروز و مجزی شده از پلاک ۷ فرعی از ۱ اصلی بخش ۱۲ گیلان واقع در طالمی سنگر خریداری از مالک رسمی محرز گردیده است. لذا به منظور اطلاع عموم مراتب در دو نوبت به فاصله ۱۵ روز آگهی می شود در صورتی که اشخاص نسبت به صدور سند مالکیت متقاضی اعتراضی داشته باشند می توانند از تاریخ انتشار اولین آگهی به مدت دو ماه اعتراض خود را به این اداره تسلیم و پس از اخذ رسید ظرف مدت یک ماه از تاریخ تسلیم اعتراض دادخواست خود را به مراجع قضایی تقدیم نمایند. بدیهی است در صورت انقضای مدت مذکور و عدم وصول اعتراض طبق مقررات سند مالکیت صادر خواهد شد. م الف ۶۸۸۱ شناسه آگهی ۲۱۱۰۳۶۸ تاریخ انتشار نوبت اول: ۱۴۰۴/۱۱/۱۲ تاریخ انتشار نوبت دوم: ۱۴۰۴/۱۱/۲۸ xyxy=(489,1411,815,1687)
notice-signature: یدالله قاسم زاده رییس ثبت اسناد و املاک سنگر xyxy=(967,2161,1163,2173)
notice-divider xyxy=(835,2322,1165,2324)
notice-body: حوزه ثبت ملک سنگر آگهی موضوع ماده ۳ و ۱۳ آیین نامه قانون تعیین و تکلیف وضعیت ثبتی اراضی و ساختمان های فاقد سند رسمی برابر رای شماره ۱۴۰۴۶۰۳۱۸۰۱۰۰۱۹۹۹۶ مورخ ۱۴۰۴/۰۹/۲۴ هیات اول/دوم موضوع قانون تعیین و تکلیف وضعیت ثبتی اراضی و ساختمانهای فاقد سند رسمی مستقر در واحد ثبتی حوزه ثبت ملک سنگر، تصرفات مالکانه بلامعارض متقاضی احمد ابراهیم نیاکمشی فرزند اسماعیل به شماره شناسنامه ۱۱۴۹ صادره از ایران در ششدانگ یک قطعه باغ به مساحت ۲۲۱۰/۵ مترمربع پلاک فرعی ۱۴۴۷ از ۶ اصلی مفروز و مجزی شده از پلاک - فرعی از ۶ اصلی قطعه ۱۲ گیلان واقع در محله قدیم سنگر مورد اطلاع بصورت واضح محرز گردیده است. لذا به منظور اطلاع عموم مراتب در دو نوبت به فاصله ۱۵ روز آگهی می شود در صورتی که اشخاص نسبت به صدور سند مالکیت متقاضی اعتراضی داشته باشند می توانند از تاریخ انتشار اولین آگهی به مدت دو ماه اعتراض خود را به این اداره تسلیم و پس از اخذ رسید ظرف مدت یک ماه از تاریخ تسلیم اعتراض دادخواست خود را به مراجع قضایی تقدیم نمایند. بدیهی است در صورت انقضای مدت مذکور و عدم وصول اعتراض طبق مقررات سند مالکیت صادر خواهد شد. م الف ۶۸۸۰ شناسه آگهی ۲۱۱۰۵۱۹ xyxy=(1186,2000,1512,2260)
legal-notice xyxy=(486,1086,817,1395)
notice-body: حوزه ثبت ملک سنگر آگهی موضوع ماده ۳ و ۱۳ آیین نامه قانون تعیین و تکلیف وضعیت ثبتی اراضی و ساختمان های فاقد سند رسمی برابر رای شماره ۱۴۰۴۶۰۳۶۰۱۸۰۱۰۰۰۶۶۲۲ مورخ ۱۴۰۳/۰۸/۰۷ هیات اول/دوم موضوع قانون تعیین و تکلیف وضعیت ثبتی اراضی و ساختمانهای فاقد سند رسمی مستقر در واحد ثبتی حوزه ثبت ملک سنگر، تصرفات مالکانه بلامعارض متقاضی دانشگاه علوم پزشکی و خدمات بهداشتی درمانی استان گیلان فرزند به شماره شناسنامه صادره از در ششدانگ یک باب خانه بهداشت به مساحت ۲۲۷/۲۳ مترمربع پلاک فرعی ۳۲۸ از ۱۵ اصلی مفروز و مجزی شده از پلاک ۱۲۸ فرعی از ۱۵ اصلی بخش ۱۲ گیلان واقع در بازقلعه خریداری از مالک رسمی محرز گردیده است. لذا به منظور اطلاع عموم مراتب در دو نوبت به فاصله ۱۵ روز آگهی می شود در صورتی که اشخاص نسبت به صدور سند مالکیت متقاضی اعتراضی داشته باشند می توانند از تاریخ انتشار اولین آگهی به مدت دو ماه اعتراض خود را به این اداره تسلیم و پس از اخذ رسید ظرف مدت یک ماه از تاریخ تسلیم اعتراض دادخواست خود را به مراجع قضایی تقدیم نمایند. بدیهی است در صورت انقضای مدت مذکور و عدم وصول اعتراض طبق مقررات سند مالکیت صادر خواهد شد. م الف ۶۸۶۴ شناسه آگهی ۲۱۱۰۲۵۸ xyxy=(837,929,1163,1188)
notice-body: حوزه ثبت ملک سنگر آگهی موضوع ماده ۳ و ۱۳ آیین نامه قانون تعیین و تکلیف وضعیت ثبتی اراضی و ساختمان های فاقد سند رسمی برابر رای شماره ۱۴۰۴۶۰۳۱۸۰۱۰۰۱۸۸۷۹ مورخ ۱۴۰۴/۰۹/۱۲ هیات اول/دوم موضوع قانون تعیین و تکلیف وضعیت ثبتی اراضی و ساختمانهای فاقد سند رسمی مستقر در واحد ثبتی حوزه ثبت ملک سنگر، تصرفات مالکانه بلامعارض متقاضی احمد ابراهیم نیاکمشی فرزند اسماعیل به شماره شناسنامه ۱۱۴۹ صادره از ایران در ششدانگ یک قطعه باغ به مساحت ۸۸۱۵/۰۵ مترمربع پلاک فرعی ۱۴۴۹ از ۵ اصلی مفروز و مجزی شده از پلاک – فرعی از ۵ اصلی بخش ۱۲ گیلان واقع در محله سنگر مورد اطلاع بصورت واضح محرز گردیده است. لذا به منظور اطلاع عموم مراتب در دو نوبت به فاصله ۱۵ روز آگهی می شود در صورتی که اشخاص نسبت به صدور سند مالکیت متقاضی اعتراضی داشته باشند می توانند از تاریخ انتشار اولین آگهی به مدت دو ماه اعتراض خود را به این اداره تسلیم و پس از اخذ رسید ظرف مدت یک ماه از تاریخ تسلیم اعتراض دادخواست خود را به مراجع قضایی تقدیم نمایند. بدیهی است در صورت انقضای مدت مذکور و عدم وصول اعتراض طبق مقررات سند مالکیت صادر خواهد شد. م الف ۶۸۷۸ شناسه آگهی ۲۱۱۰۵۱۰ xyxy=(837,294,1163,553)
notice-signature: علی غلامعلی زاده رودکلی رئیس اداره ثبت اسناد و املاک ناحیه دو رشت xyxy=(521,2009,814,2021)
legal-notice xyxy=(486,451,817,761)
legal-notice xyxy=(1184,1486,1514,1581)
legal-notice xyxy=(1184,534,1514,827)
legal-notice xyxy=(835,1238,1165,1548)
issue-info xyxy=(278,87,486,157)
ad-column-3 xyxy=(486,232,817,2305)
notice-signature: مجتبی گلچین رئیس اداره ثبت اسناد و املاک علی آباد کتول xyxy=(1272,805,1511,817)
notice-signature: مجتبی گلچین رئیس اداره ثبت اسناد و املاک علی آباد کتول xyxy=(1272,505,1511,516)
notice-signature: یدالله قاسم زاده رییس ثبت اسناد و املاک سنگر xyxy=(618,1374,814,1386)
legal-notice xyxy=(486,1720,817,2030)
legal-notice xyxy=(486,232,817,443)
